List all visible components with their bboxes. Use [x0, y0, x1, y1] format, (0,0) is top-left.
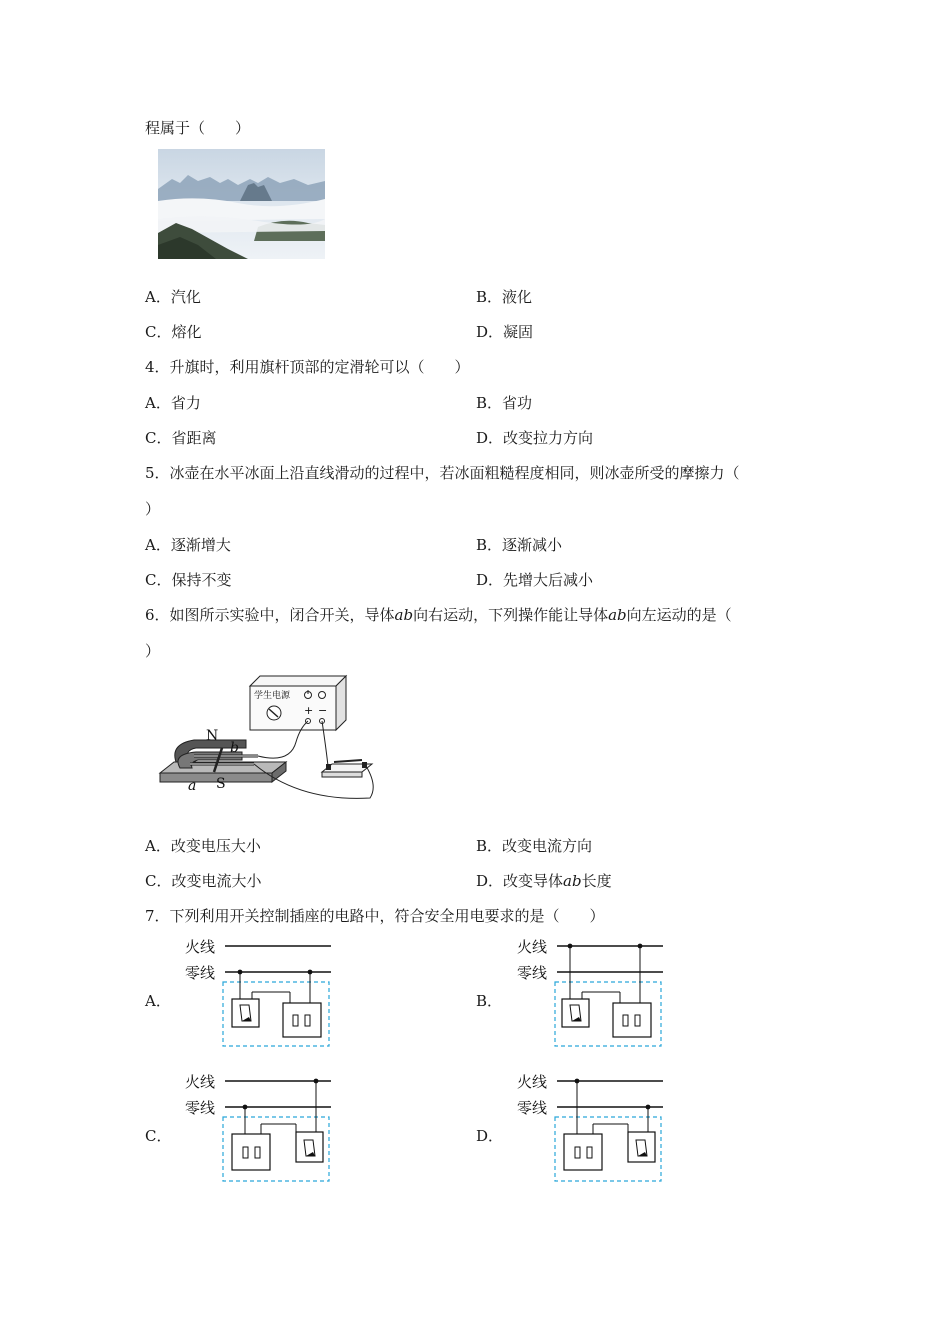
q3-option-b[interactable]: B．液化: [476, 288, 533, 306]
neutral-wire-label: 零线: [185, 1099, 216, 1117]
minus-terminal-label: −: [318, 704, 328, 717]
neutral-wire-label: 零线: [517, 964, 548, 982]
q5-stem: 5．冰壶在水平冰面上沿直线滑动的过程中，若冰面粗糙程度相同，则冰壶所受的摩擦力（: [145, 464, 740, 482]
q6-conductor-ab: ab: [394, 606, 414, 624]
q5-option-c[interactable]: C．保持不变: [145, 571, 232, 589]
q7-circuit-b[interactable]: [517, 935, 667, 1051]
q6-stem: [145, 605, 732, 625]
q3-stem-tail: 程属于（ ）: [145, 119, 251, 137]
live-wire-label: 火线: [185, 1073, 216, 1091]
live-wire-label: 火线: [517, 938, 548, 956]
q6-option-d[interactable]: [476, 871, 612, 891]
q3-option-a[interactable]: A．汽化: [145, 288, 201, 306]
q6-experiment-figure: [150, 668, 390, 804]
pole-s-label: S: [216, 776, 226, 792]
socket-icon: [232, 1134, 270, 1170]
supply-label: 学生电源: [254, 691, 291, 701]
q4-option-d[interactable]: D．改变拉力方向: [476, 429, 594, 447]
q6-stem-end: ）: [145, 642, 161, 660]
q6-stem-part3: 向左运动的是（: [626, 606, 732, 624]
live-wire-label: 火线: [185, 938, 216, 956]
plus-terminal-label: +: [304, 704, 314, 717]
end-a-label: a: [188, 778, 197, 794]
q6-option-d-ab: ab: [563, 872, 582, 890]
q6-stem-part1: 6．如图所示实验中，闭合开关，导体: [145, 606, 395, 624]
q5-option-a[interactable]: A．逐渐增大: [145, 536, 231, 554]
q5-stem-end: ）: [145, 500, 161, 518]
q7-stem: 7．下列利用开关控制插座的电路中，符合安全用电要求的是（ ）: [145, 907, 605, 925]
q7-option-d-label[interactable]: D．: [476, 1127, 504, 1145]
knife-switch: [322, 760, 372, 777]
q6-stem-part2: 向右运动，下列操作能让导体: [413, 606, 609, 624]
student-power-supply: [250, 676, 346, 730]
q6-option-b[interactable]: B．改变电流方向: [476, 837, 593, 855]
q4-option-c[interactable]: C．省距离: [145, 429, 217, 447]
q6-option-d-part2: 长度: [581, 872, 612, 890]
q7-option-a-label[interactable]: A．: [145, 992, 171, 1010]
q6-option-c[interactable]: C．改变电流大小: [145, 872, 262, 890]
socket-icon: [613, 1003, 651, 1037]
q3-option-c[interactable]: C．熔化: [145, 323, 202, 341]
q7-circuit-c[interactable]: [185, 1070, 335, 1186]
q6-option-d-part1: D．改变导体: [476, 872, 564, 890]
q7-option-b-label[interactable]: B．: [476, 992, 503, 1010]
socket-icon: [564, 1134, 602, 1170]
q7-option-c-label[interactable]: C．: [145, 1127, 172, 1145]
q4-option-b[interactable]: B．省功: [476, 394, 533, 412]
neutral-wire-label: 零线: [517, 1099, 548, 1117]
q7-circuit-d[interactable]: [517, 1070, 667, 1186]
q6-option-a[interactable]: A．改变电压大小: [145, 837, 261, 855]
q5-option-d[interactable]: D．先增大后减小: [476, 571, 594, 589]
cloud-sea-photo: [158, 149, 325, 259]
socket-icon: [283, 1003, 321, 1037]
q3-option-d[interactable]: D．凝固: [476, 323, 534, 341]
live-wire-label: 火线: [517, 1073, 548, 1091]
q6-conductor-ab-2: ab: [608, 606, 627, 624]
q4-option-a[interactable]: A．省力: [145, 394, 201, 412]
q5-option-b[interactable]: B．逐渐减小: [476, 536, 563, 554]
neutral-wire-label: 零线: [185, 964, 216, 982]
q7-circuit-a[interactable]: [185, 935, 335, 1051]
end-b-label: b: [230, 740, 239, 756]
q4-stem: 4．升旗时，利用旗杆顶部的定滑轮可以（ ）: [145, 358, 470, 376]
pole-n-label: N: [206, 728, 219, 744]
